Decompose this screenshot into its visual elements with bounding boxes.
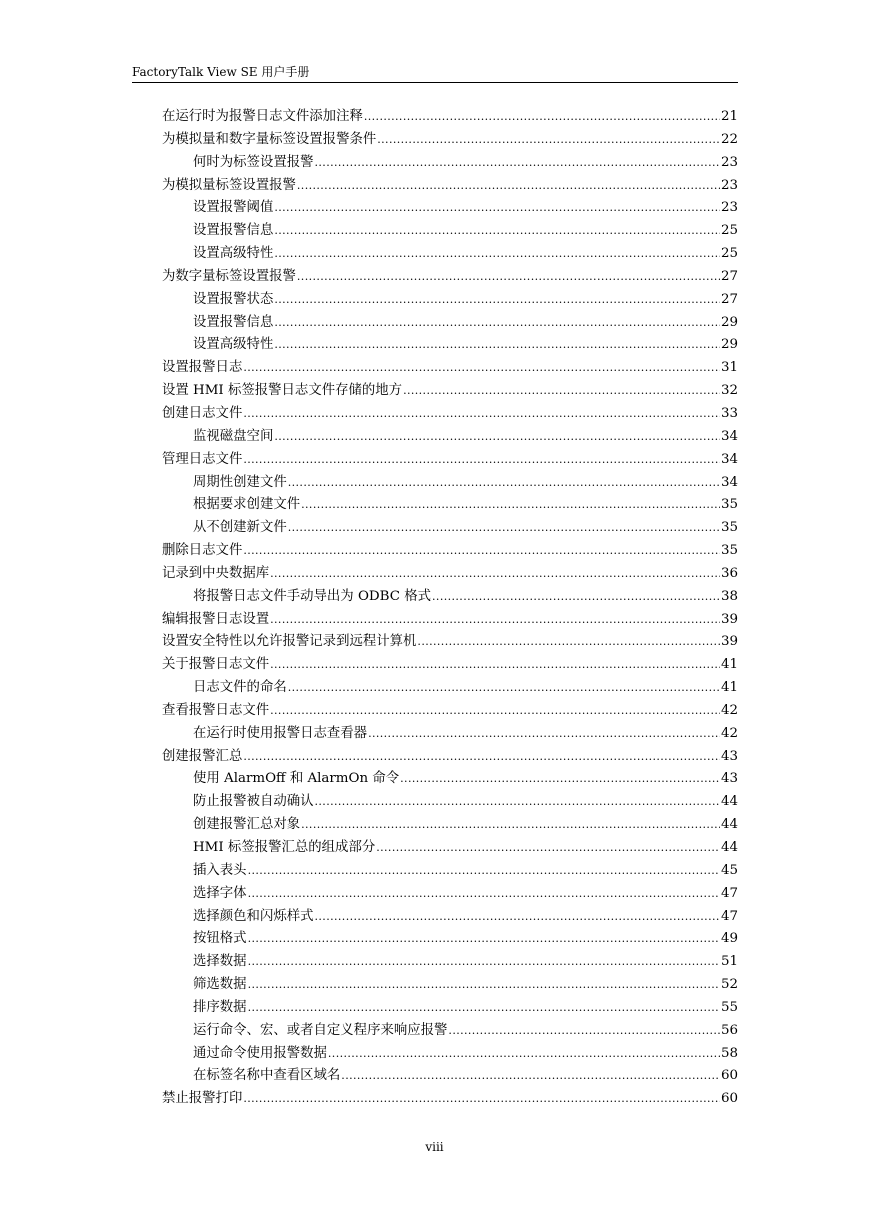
- toc-entry-title: 通过命令使用报警数据: [193, 1045, 327, 1061]
- toc-entry-page: 60: [720, 1068, 738, 1084]
- toc-dot-leader: [377, 129, 720, 152]
- toc-entry-title: 设置报警阈值: [193, 200, 274, 216]
- toc-entry[interactable]: [162, 540, 738, 563]
- toc-entry[interactable]: [162, 860, 738, 883]
- toc-entry-page: 42: [720, 725, 738, 741]
- toc-entry-page: 58: [720, 1045, 738, 1061]
- toc-entry[interactable]: [162, 380, 738, 403]
- toc-entry-page: 60: [720, 1091, 738, 1107]
- toc-entry[interactable]: [162, 837, 738, 860]
- toc-entry-page: 42: [720, 702, 738, 718]
- toc-entry-title: 删除日志文件: [162, 543, 243, 559]
- toc-entry[interactable]: [162, 129, 738, 152]
- toc-entry-page: 23: [720, 154, 738, 170]
- toc-entry-title: 根据要求创建文件: [193, 497, 301, 513]
- toc-entry-page: 35: [720, 497, 738, 513]
- toc-dot-leader: [243, 1088, 720, 1111]
- toc-entry-page: 21: [720, 109, 738, 124]
- toc-entry-page: 25: [720, 223, 738, 239]
- toc-entry-title: 设置 HMI 标签报警日志文件存储的地方: [162, 383, 403, 399]
- toc-entry-page: 47: [720, 908, 738, 924]
- toc-dot-leader: [274, 220, 720, 243]
- toc-dot-leader: [315, 906, 720, 929]
- toc-entry-page: 27: [720, 268, 738, 284]
- toc-entry[interactable]: [162, 791, 738, 814]
- toc-entry-page: 35: [720, 520, 738, 536]
- toc-entry[interactable]: [162, 106, 738, 129]
- toc-entry-page: 49: [720, 931, 738, 947]
- toc-entry-page: 29: [720, 337, 738, 353]
- toc-entry-title: 选择数据: [193, 954, 247, 970]
- toc-entry-title: 选择颜色和闪烁样式: [193, 908, 314, 924]
- toc-dot-leader: [248, 928, 720, 951]
- toc-entry-title: 运行命令、宏、或者自定义程序来响应报警: [193, 1022, 448, 1038]
- toc-entry[interactable]: [162, 700, 738, 723]
- toc-entry[interactable]: [162, 517, 738, 540]
- toc-dot-leader: [417, 631, 720, 654]
- toc-dot-leader: [288, 517, 720, 540]
- toc-entry[interactable]: [162, 197, 738, 220]
- toc-entry[interactable]: [162, 563, 738, 586]
- toc-entry-title: 防止报警被自动确认: [193, 794, 314, 810]
- document-title: FactoryTalk View SE 用户手册: [132, 65, 310, 79]
- toc-entry-page: 35: [720, 543, 738, 559]
- toc-dot-leader: [270, 609, 720, 632]
- toc-entry[interactable]: [162, 175, 738, 198]
- toc-entry-page: 56: [720, 1022, 738, 1038]
- toc-entry-title: 创建报警汇总: [162, 748, 243, 764]
- toc-entry-page: 47: [720, 885, 738, 901]
- toc-entry[interactable]: [162, 609, 738, 632]
- toc-entry[interactable]: [162, 403, 738, 426]
- toc-entry-page: 39: [720, 634, 738, 650]
- toc-dot-leader: [297, 175, 720, 198]
- toc-entry-title: 在运行时为报警日志文件添加注释: [162, 109, 363, 124]
- toc-entry-title: 编辑报警日志设置: [162, 611, 270, 627]
- toc-dot-leader: [432, 586, 720, 609]
- toc-entry-page: 44: [720, 817, 738, 833]
- toc-dot-leader: [448, 1020, 720, 1043]
- toc-entry-page: 55: [720, 999, 738, 1015]
- toc-entry-page: 44: [720, 794, 738, 810]
- toc-entry-page: 41: [720, 680, 738, 696]
- toc-dot-leader: [315, 152, 720, 175]
- toc-entry-title: 记录到中央数据库: [162, 565, 270, 581]
- toc-entry-title: 设置高级特性: [193, 246, 274, 262]
- toc-entry-page: 51: [720, 954, 738, 970]
- toc-entry[interactable]: [162, 1043, 738, 1066]
- toc-dot-leader: [248, 974, 720, 997]
- toc-entry[interactable]: [162, 1020, 738, 1043]
- toc-entry-title: 排序数据: [193, 999, 247, 1015]
- toc-dot-leader: [270, 654, 720, 677]
- toc-dot-leader: [364, 106, 720, 129]
- toc-dot-leader: [288, 472, 720, 495]
- toc-dot-leader: [341, 1065, 720, 1088]
- toc-entry-page: 22: [720, 131, 738, 147]
- toc-entry[interactable]: [162, 631, 738, 654]
- toc-dot-leader: [248, 951, 720, 974]
- toc-entry-title: 按钮格式: [193, 931, 247, 947]
- toc-entry-page: 31: [720, 360, 738, 376]
- toc-entry[interactable]: [162, 334, 738, 357]
- toc-entry-page: 38: [720, 588, 738, 604]
- toc-dot-leader: [270, 563, 720, 586]
- toc-entry-title: 查看报警日志文件: [162, 702, 270, 718]
- toc-entry[interactable]: [162, 494, 738, 517]
- toc-dot-leader: [274, 426, 720, 449]
- toc-entry-title: 设置报警状态: [193, 291, 274, 307]
- toc-dot-leader: [243, 449, 720, 472]
- toc-entry[interactable]: [162, 312, 738, 335]
- toc-entry[interactable]: [162, 883, 738, 906]
- toc-entry-title: 周期性创建文件: [193, 474, 287, 490]
- toc-entry-page: 23: [720, 177, 738, 193]
- toc-entry-page: 45: [720, 862, 738, 878]
- toc-dot-leader: [274, 243, 720, 266]
- toc-dot-leader: [248, 860, 720, 883]
- toc-entry-title: 日志文件的命名: [193, 680, 287, 696]
- toc-entry-title: 将报警日志文件手动导出为 ODBC 格式: [193, 588, 432, 604]
- table-of-contents: [162, 106, 738, 1111]
- toc-entry[interactable]: [162, 951, 738, 974]
- toc-entry-page: 23: [720, 200, 738, 216]
- toc-dot-leader: [248, 997, 720, 1020]
- toc-entry-title: 设置报警信息: [193, 314, 274, 330]
- toc-entry-page: 36: [720, 565, 738, 581]
- toc-entry[interactable]: [162, 266, 738, 289]
- toc-entry-page: 41: [720, 657, 738, 673]
- toc-entry-title: 何时为标签设置报警: [193, 154, 314, 170]
- toc-entry-page: 44: [720, 840, 738, 855]
- toc-entry-page: 34: [720, 474, 738, 490]
- toc-entry[interactable]: [162, 426, 738, 449]
- toc-entry-title: HMI 标签报警汇总的组成部分: [193, 840, 376, 855]
- toc-entry-page: 43: [720, 748, 738, 764]
- toc-entry-title: 在运行时使用报警日志查看器: [193, 725, 368, 741]
- toc-dot-leader: [274, 289, 720, 312]
- toc-entry-title: 监视磁盘空间: [193, 428, 274, 444]
- toc-entry-page: 27: [720, 291, 738, 307]
- toc-dot-leader: [274, 334, 720, 357]
- toc-entry-title: 管理日志文件: [162, 451, 243, 467]
- toc-entry-page: 29: [720, 314, 738, 330]
- toc-entry[interactable]: [162, 449, 738, 472]
- toc-dot-leader: [315, 791, 720, 814]
- toc-dot-leader: [400, 768, 720, 791]
- toc-entry-title: 从不创建新文件: [193, 520, 287, 536]
- toc-dot-leader: [270, 700, 720, 723]
- toc-entry[interactable]: [162, 997, 738, 1020]
- toc-entry-page: 32: [720, 383, 738, 399]
- toc-entry-title: 设置报警信息: [193, 223, 274, 239]
- toc-entry[interactable]: [162, 654, 738, 677]
- toc-dot-leader: [274, 197, 720, 220]
- toc-entry-title: 禁止报警打印: [162, 1091, 243, 1107]
- toc-dot-leader: [297, 266, 720, 289]
- toc-dot-leader: [243, 540, 720, 563]
- toc-entry-page: 34: [720, 428, 738, 444]
- toc-entry-title: 设置报警日志: [162, 360, 243, 376]
- toc-entry[interactable]: [162, 906, 738, 929]
- toc-entry[interactable]: [162, 723, 738, 746]
- toc-entry-title: 设置安全特性以允许报警记录到远程计算机: [162, 634, 417, 650]
- toc-entry[interactable]: [162, 1088, 738, 1111]
- toc-entry-title: 为数字量标签设置报警: [162, 268, 296, 284]
- toc-dot-leader: [301, 494, 720, 517]
- toc-dot-leader: [403, 380, 720, 403]
- toc-entry[interactable]: [162, 357, 738, 380]
- toc-entry-title: 为模拟量标签设置报警: [162, 177, 296, 193]
- toc-dot-leader: [243, 746, 720, 769]
- toc-entry-title: 为模拟量和数字量标签设置报警条件: [162, 131, 377, 147]
- toc-entry[interactable]: [162, 152, 738, 175]
- toc-entry-title: 插入表头: [193, 862, 247, 878]
- toc-dot-leader: [243, 357, 720, 380]
- toc-entry-page: 39: [720, 611, 738, 627]
- toc-entry[interactable]: [162, 472, 738, 495]
- toc-entry[interactable]: [162, 220, 738, 243]
- toc-entry-title: 创建日志文件: [162, 405, 243, 421]
- toc-dot-leader: [248, 883, 720, 906]
- toc-entry-page: 33: [720, 405, 738, 421]
- toc-dot-leader: [243, 403, 720, 426]
- toc-entry[interactable]: [162, 974, 738, 997]
- toc-entry-title: 设置高级特性: [193, 337, 274, 353]
- toc-dot-leader: [274, 312, 720, 335]
- toc-entry[interactable]: [162, 746, 738, 769]
- toc-entry[interactable]: [162, 677, 738, 700]
- toc-entry-title: 在标签名称中查看区域名: [193, 1068, 341, 1084]
- page-number: viii: [425, 1140, 444, 1154]
- toc-entry[interactable]: [162, 768, 738, 791]
- page-header: [132, 62, 738, 83]
- toc-entry-page: 52: [720, 977, 738, 993]
- toc-entry-page: 25: [720, 246, 738, 262]
- toc-entry[interactable]: [162, 928, 738, 951]
- toc-entry-title: 选择字体: [193, 885, 247, 901]
- toc-entry[interactable]: [162, 243, 738, 266]
- toc-entry-page: 34: [720, 451, 738, 467]
- toc-entry-title: 筛选数据: [193, 977, 247, 993]
- toc-dot-leader: [288, 677, 720, 700]
- toc-entry[interactable]: [162, 586, 738, 609]
- toc-entry-title: 创建报警汇总对象: [193, 817, 301, 833]
- toc-dot-leader: [301, 814, 720, 837]
- toc-entry-title: 关于报警日志文件: [162, 657, 270, 673]
- toc-dot-leader: [376, 837, 720, 860]
- toc-dot-leader: [368, 723, 720, 746]
- toc-entry[interactable]: [162, 1065, 738, 1088]
- toc-entry[interactable]: [162, 289, 738, 312]
- toc-entry-title: 使用 AlarmOff 和 AlarmOn 命令: [193, 771, 400, 787]
- toc-entry[interactable]: [162, 814, 738, 837]
- toc-entry-page: 43: [720, 771, 738, 787]
- toc-dot-leader: [328, 1043, 720, 1066]
